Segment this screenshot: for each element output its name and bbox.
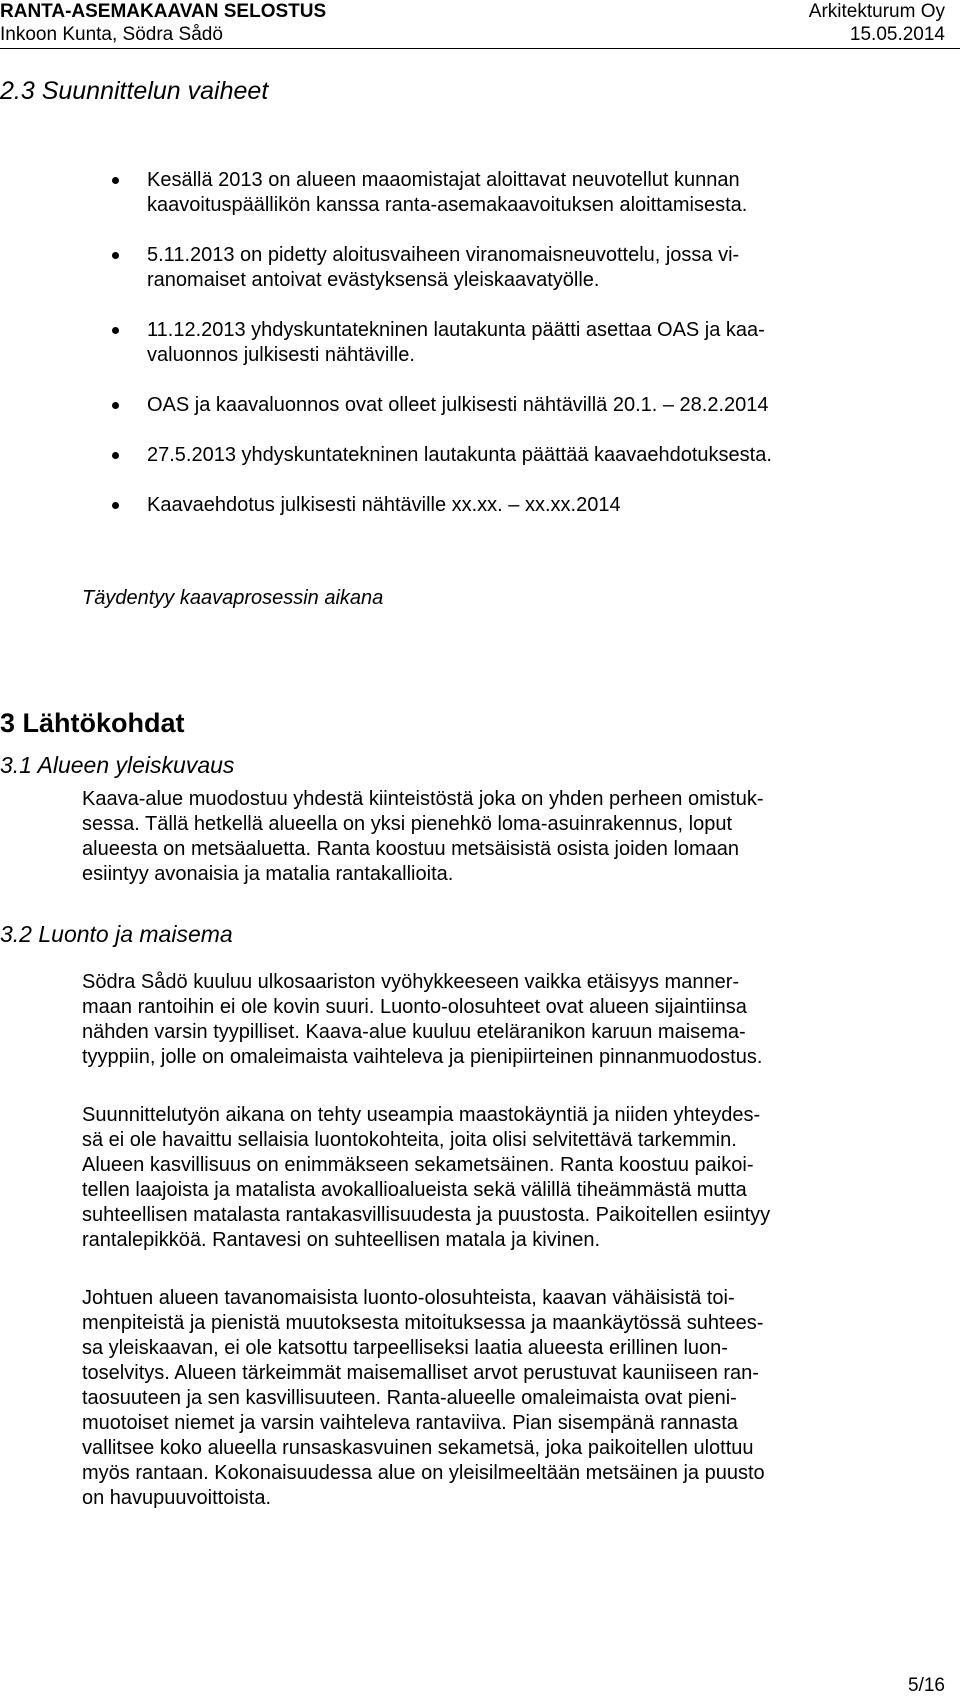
document-subtitle: Inkoon Kunta, Södra Sådö	[0, 24, 223, 45]
bullet-icon	[112, 452, 119, 459]
section-2-3-heading: 2.3 Suunnittelun vaiheet	[0, 77, 269, 105]
page-number: 5/16	[908, 1675, 945, 1696]
section-3-2-paragraph-3: Johtuen alueen tavanomaisista luonto-olosuhteista, kaavan vähäisistä toi- menpiteistä ja pienistä muutoksesta mitoituksessa ja maankäytössä suhtees- sa yleiskaavan, ei ole katsottu tarpeelliseksi laatia alueesta erillinen luon- toselvitys. Alueen tärkeimmät maisemalliset arvot perustuvat kauniiseen ran- taosuuteen ja sen kasvillisuuteen. Ranta-alueelle omaleimaista ovat pieni- muotoiset niemet ja varsin vaihteleva rantaviiva. Pian sisempänä rannasta vallitsee koko alueella runsaskasvuinen sekametsä, joka paikoitellen ulottuu myös rantaan. Kokonaisuudessa alue on yleisilmeeltään metsäinen ja puusto on havupuuvoittoista.	[82, 1287, 765, 1509]
company-name: Arkitekturum Oy	[808, 1, 945, 22]
section-3-2-heading: 3.2 Luonto ja maisema	[0, 921, 233, 947]
list-item: 11.12.2013 yhdyskuntatekninen lautakunta päätti asettaa OAS ja kaa- valuonnos julkisesti nähtäville.	[0, 318, 960, 368]
section-3-1-heading: 3.1 Alueen yleiskuvaus	[0, 752, 235, 778]
bullet-icon	[112, 502, 119, 509]
list-item: Kaavaehdotus julkisesti nähtäville xx.xx. – xx.xx.2014	[0, 493, 960, 518]
list-item: 27.5.2013 yhdyskuntatekninen lautakunta päättää kaavaehdotuksesta.	[0, 443, 960, 468]
document-date: 15.05.2014	[849, 24, 945, 45]
section-3-2-paragraph-1: Södra Sådö kuuluu ulkosaariston vyöhykkeeseen vaikka etäisyys manner- maan rantoihin ei ole kovin suuri. Luonto-olosuhteet ovat alueen sijaintiinsa nähden varsin tyypilliset. Kaava-alue kuuluu eteläranikon karuun maisema- tyyppiin, jolle on omaleimaista vaihteleva ja pienipiirteinen pinnanmuodostus.	[82, 971, 763, 1068]
bullet-icon	[112, 402, 119, 409]
list-item: OAS ja kaavaluonnos ovat olleet julkisesti nähtävillä 20.1. – 28.2.2014	[0, 393, 960, 418]
section-3-heading: 3 Lähtökohdat	[0, 708, 185, 738]
page-header	[0, 0, 960, 49]
section-3-2-paragraph-2: Suunnittelutyön aikana on tehty useampia maastokäyntiä ja niiden yhteydes- sä ei ole havaittu sellaisia luontokohteita, joita olisi selvitettävä tarkemmin. Alueen kasvillisuus on enimmäkseen sekametsäinen. Ranta koostuu paikoi- tellen laajoista ja matalista avokallioalueista sekä välillä tiheämmästä mutta suhteellisen matalasta rantakasvillisuudesta ja puustosta. Paikoitellen esiintyy rantalepikköä. Rantavesi on suhteellisen matala ja kivinen.	[82, 1104, 771, 1251]
bullet-icon	[112, 177, 119, 184]
list-item: 5.11.2013 on pidetty aloitusvaiheen viranomaisneuvottelu, jossa vi- ranomaiset antoivat evästyksensä yleiskaavatyölle.	[0, 243, 960, 293]
process-note: Täydentyy kaavaprosessin aikana	[82, 587, 384, 609]
section-3-1-paragraph: Kaava-alue muodostuu yhdestä kiinteistöstä joka on yhden perheen omistuk- sessa. Tällä hetkellä alueella on yksi pienehkö loma-asuinrakennus, loput alueesta on metsäaluetta. Ranta koostuu metsäisistä osista joiden lomaan esiintyy avonaisia ja matalia rantakallioita.	[82, 788, 764, 885]
bullet-icon	[112, 327, 119, 334]
list-item: Kesällä 2013 on alueen maaomistajat aloittavat neuvotellut kunnan kaavoituspäällikön kanssa ranta-asemakaavoituksen aloittamisesta.	[0, 168, 960, 218]
document-title: RANTA-ASEMAKAAVAN SELOSTUS	[0, 1, 327, 22]
bullet-icon	[112, 252, 119, 259]
phase-list	[0, 168, 960, 543]
